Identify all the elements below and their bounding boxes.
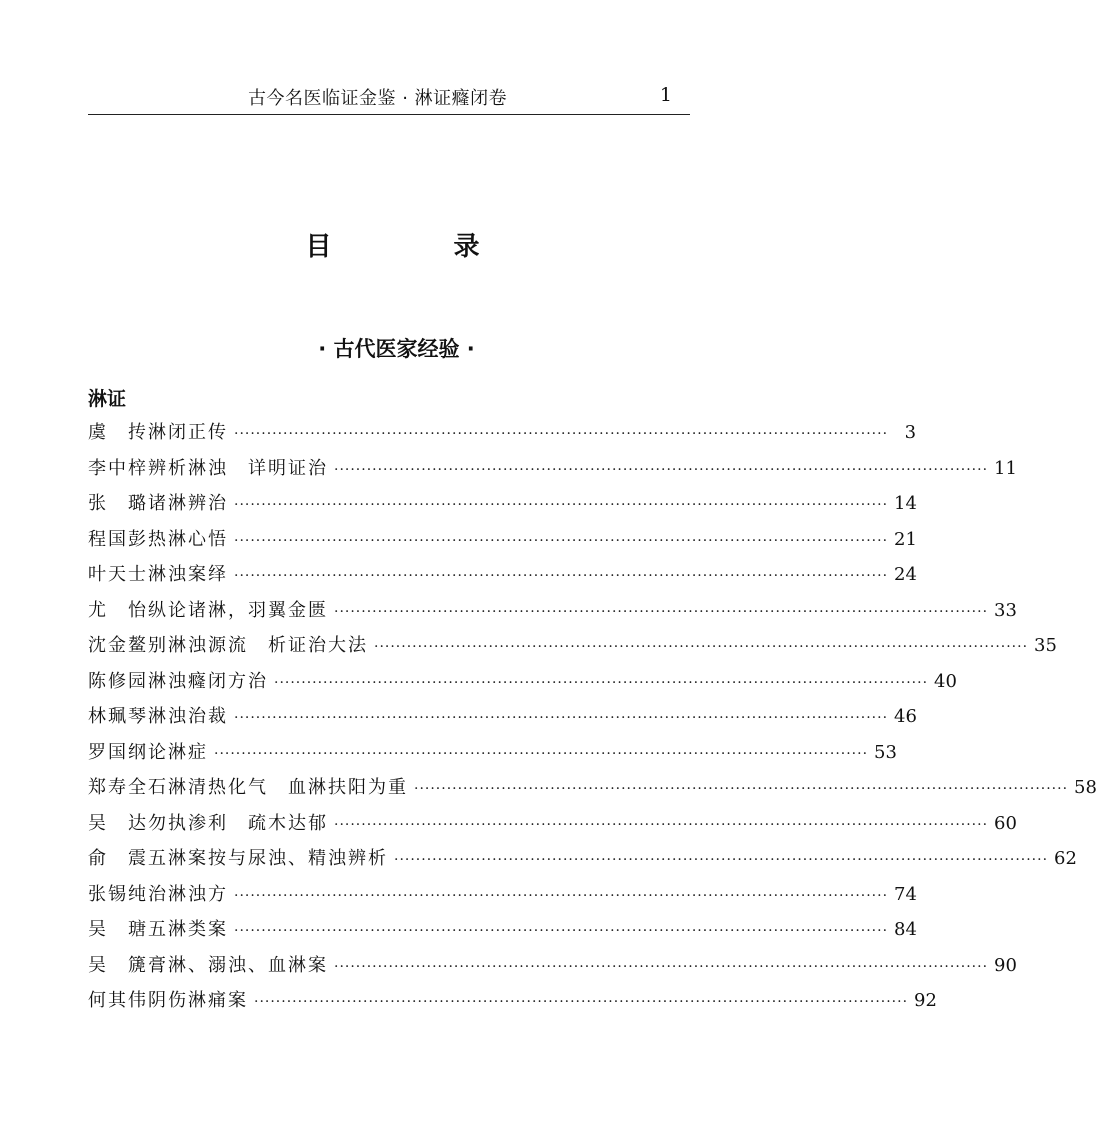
toc-title: 论淋症 <box>148 741 208 763</box>
toc-author: 张锡纯 <box>88 883 148 905</box>
toc-author: 何其伟 <box>88 990 148 1011</box>
toc-page-number: 92 <box>914 990 937 1011</box>
toc-entry[interactable] <box>88 738 897 774</box>
toc-title: 勿执渗利 疏木达郁 <box>148 812 328 834</box>
toc-entry[interactable] <box>88 702 917 738</box>
toc-title: 热淋心悟 <box>148 528 228 550</box>
toc-title: 辨析淋浊 详明证治 <box>148 457 328 479</box>
toc-author: 李中梓 <box>88 457 148 479</box>
toc-title: 膏淋、溺浊、血淋案 <box>148 954 328 976</box>
toc-author: 张 璐 <box>88 493 148 514</box>
toc-title: 淋闭正传 <box>148 422 228 443</box>
toc-entry[interactable] <box>88 951 1017 987</box>
toc-page-number: 58 <box>1074 777 1097 798</box>
toc-author: 叶天士 <box>88 564 148 585</box>
toc-leader-dots: ························································································································ <box>234 568 889 584</box>
toc-page-number: 40 <box>934 670 957 692</box>
toc-entry[interactable] <box>88 844 1077 880</box>
toc-page-number: 46 <box>894 706 917 727</box>
toc-title: 淋浊癃闭方治 <box>148 670 268 692</box>
toc-page-number: 11 <box>994 457 1017 479</box>
toc-entry[interactable] <box>88 631 1057 667</box>
toc-title: 治淋浊方 <box>148 883 228 905</box>
toc-leader-dots: ························································································································ <box>334 461 989 478</box>
header-page-number: 1 <box>659 84 672 106</box>
toc-entry[interactable] <box>88 773 1097 809</box>
toc-leader-dots: ························································································································ <box>394 852 1049 868</box>
toc-leader-dots: ························································································································ <box>234 426 889 442</box>
toc-page-number: 33 <box>994 599 1017 621</box>
toc-leader-dots: ························································································································ <box>334 603 989 620</box>
section-title: · 古代医家经验 · <box>318 337 475 361</box>
toc-entry[interactable] <box>88 596 1017 632</box>
toc-leader-dots: ························································································································ <box>234 923 889 939</box>
toc-page-number: 35 <box>1034 635 1057 656</box>
toc-title: 阴伤淋痛案 <box>148 990 248 1011</box>
toc-entry[interactable] <box>88 986 937 1022</box>
toc-page-number: 3 <box>904 422 917 443</box>
toc-leader-dots: ························································································································ <box>274 674 929 691</box>
toc-leader-dots: ························································································································ <box>254 994 909 1010</box>
category-heading: 淋证 <box>88 388 127 410</box>
toc-author: 吴 瑭 <box>88 919 148 940</box>
toc-page-number: 24 <box>894 564 917 585</box>
toc-page-number: 74 <box>894 883 917 905</box>
toc-author: 吴 篪 <box>88 954 148 976</box>
toc-leader-dots: ························································································································ <box>234 710 889 726</box>
toc-entry[interactable] <box>88 489 917 525</box>
toc-title: 淋浊治裁 <box>148 706 228 727</box>
toc-title: 五淋案按与尿浊、精浊辨析 <box>148 848 388 869</box>
toc-author: 程国彭 <box>88 528 148 550</box>
toc-page-number: 14 <box>894 493 917 514</box>
toc-entry[interactable] <box>88 667 957 703</box>
toc-author: 吴 达 <box>88 812 148 834</box>
toc-author: 郑寿全 <box>88 777 148 798</box>
toc-leader-dots: ························································································································ <box>374 639 1029 655</box>
toc-author: 罗国纲 <box>88 741 148 763</box>
toc-page-number: 21 <box>894 528 917 550</box>
toc-author: 尤 怡 <box>88 599 148 621</box>
toc-author: 陈修园 <box>88 670 148 692</box>
toc-entry[interactable] <box>88 418 917 454</box>
table-of-contents <box>88 418 1097 1022</box>
toc-title: 纵论诸淋，羽翼金匮 <box>148 599 328 621</box>
toc-title: 五淋类案 <box>148 919 228 940</box>
toc-page-number: 84 <box>894 919 917 940</box>
toc-entry[interactable] <box>88 915 917 951</box>
toc-leader-dots: ························································································································ <box>334 958 989 975</box>
toc-page-number: 53 <box>874 741 897 763</box>
toc-leader-dots: ························································································································ <box>334 816 989 833</box>
toc-page-number: 62 <box>1054 848 1077 869</box>
toc-title: 淋浊案绎 <box>148 564 228 585</box>
toc-title: 诸淋辨治 <box>148 493 228 514</box>
toc-author: 俞 震 <box>88 848 148 869</box>
toc-author: 沈金鳌 <box>88 635 148 656</box>
toc-entry[interactable] <box>88 525 917 561</box>
toc-author: 林珮琴 <box>88 706 148 727</box>
header-title: 古今名医临证金鉴 · 淋证癃闭卷 <box>248 88 508 109</box>
running-header <box>88 84 690 115</box>
toc-leader-dots: ························································································································ <box>234 497 889 513</box>
toc-title: 石淋清热化气 血淋扶阳为重 <box>148 777 408 798</box>
toc-title: 别淋浊源流 析证治大法 <box>148 635 368 656</box>
toc-leader-dots: ························································································································ <box>414 781 1069 797</box>
page-title: 目 录 <box>305 232 528 262</box>
toc-entry[interactable] <box>88 454 1017 490</box>
toc-page-number: 90 <box>994 954 1017 976</box>
toc-leader-dots: ························································································································ <box>234 532 889 549</box>
toc-leader-dots: ························································································································ <box>234 887 889 904</box>
toc-author: 虞 抟 <box>88 422 148 443</box>
toc-entry[interactable] <box>88 560 917 596</box>
toc-leader-dots: ························································································································ <box>214 745 869 762</box>
toc-entry[interactable] <box>88 880 917 916</box>
toc-entry[interactable] <box>88 809 1017 845</box>
toc-page-number: 60 <box>994 812 1017 834</box>
